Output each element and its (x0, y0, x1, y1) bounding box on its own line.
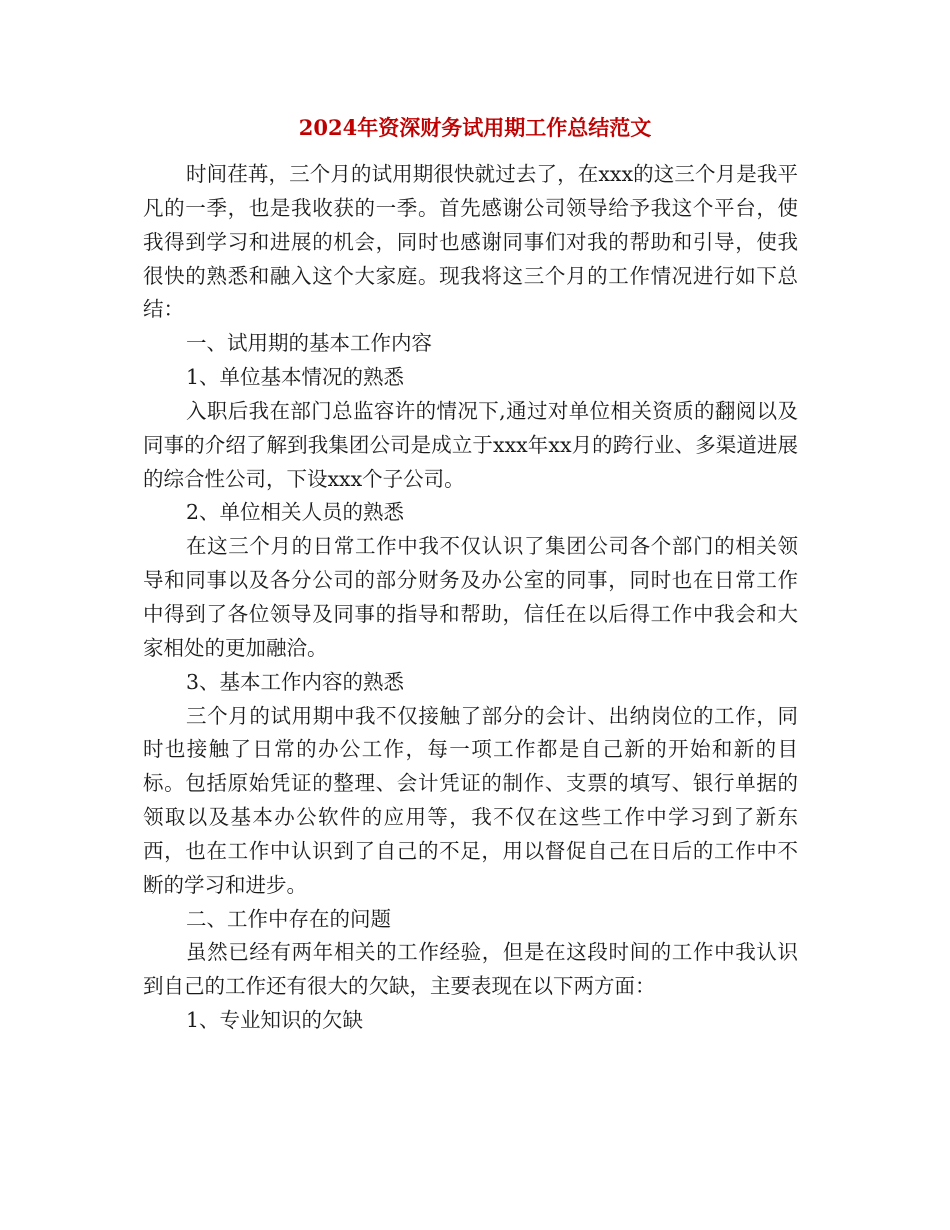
subheading-work-content: 3、基本工作内容的熟悉 (186, 669, 405, 694)
section-heading-basic-work: 一、试用期的基本工作内容 (186, 331, 432, 356)
paragraph-intro: 时间荏苒，三个月的试用期很快就过去了，在xxx的这三个月是我平凡的一季，也是我收获的一季。首先感谢公司领导给予我这个平台，使我得到学习和进展的机会，同时也感谢同事们对我的帮助和引导，使我很快的熟悉和融入这个大家庭。现我将这三个月的工作情况进行如下总结： (143, 162, 798, 322)
paragraph-unit-situation: 入职后我在部门总监容许的情况下,通过对单位相关资质的翻阅以及同事的介绍了解到我集团公司是成立于xxx年xx月的跨行业、多渠道进展的综合性公司，下设xxx个子公司。 (143, 398, 798, 491)
paragraph-problems: 虽然已经有两年相关的工作经验，但是在这段时间的工作中我认识到自己的工作还有很大的欠缺，主要表现在以下两方面： (143, 940, 798, 999)
subheading-knowledge-gap: 1、专业知识的欠缺 (186, 1008, 364, 1033)
subheading-unit-staff: 2、单位相关人员的熟悉 (186, 500, 405, 525)
paragraph-work-content: 三个月的试用期中我不仅接触了部分的会计、出纳岗位的工作，同时也接触了日常的办公工作，每一项工作都是自己新的开始和新的目标。包括原始凭证的整理、会计凭证的制作、支票的填写、银行单据的领取以及基本办公软件的应用等，我不仅在这些工作中学习到了新东西，也在工作中认识到了自己的不足，用以督促自己在日后的工作中不断的学习和进步。 (143, 703, 798, 897)
paragraph-unit-staff: 在这三个月的日常工作中我不仅认识了集团公司各个部门的相关领导和同事以及各分公司的部分财务及办公室的同事，同时也在日常工作中得到了各位领导及同事的指导和帮助，信任在以后得工作中我会和大家相处的更加融洽。 (143, 534, 798, 660)
subheading-unit-situation: 1、单位基本情况的熟悉 (186, 365, 405, 390)
document-title: 2024年资深财务试用期工作总结范文 (298, 115, 652, 140)
document-body (143, 158, 798, 1038)
section-heading-problems: 二、工作中存在的问题 (186, 906, 391, 931)
